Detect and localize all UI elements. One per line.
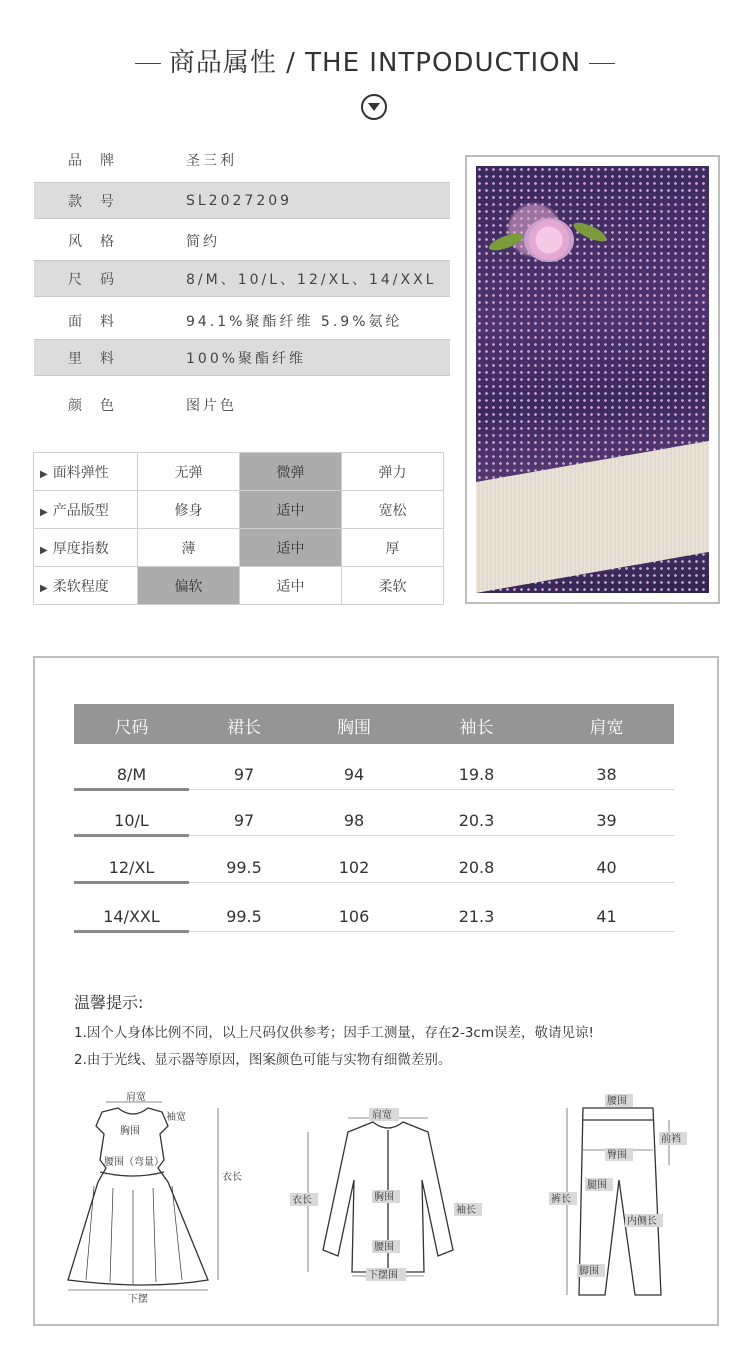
grade-row — [34, 567, 444, 605]
attribute-row — [34, 222, 450, 259]
size-table-header — [74, 704, 674, 744]
grade-option: 适中 — [240, 567, 342, 605]
shirt-hem-label: 下摆围 — [368, 1270, 398, 1281]
pants-front-rise-label: 前裆 — [661, 1134, 681, 1145]
grade-label — [34, 529, 138, 567]
pants-thigh-label: 腿围 — [587, 1180, 607, 1191]
pants-leg-opening-label: 脚围 — [579, 1266, 599, 1277]
attribute-value: 圣三利 — [186, 152, 237, 169]
attribute-value: SL2027209 — [186, 192, 293, 209]
header-length: 裙长 — [227, 718, 261, 738]
dress-hem-label: 下摆 — [128, 1294, 148, 1305]
fabric-image — [476, 166, 709, 593]
cell-length: 99.5 — [226, 907, 262, 926]
cell-chest: 102 — [338, 858, 370, 877]
grade-option: 薄 — [138, 529, 240, 567]
linen-background — [476, 441, 709, 593]
attribute-value: 8/M、10/L、12/XL、14/XXL — [186, 271, 437, 288]
tip-line-2: 2.由于光线、显示器等原因，图案颜色可能与实物有细微差别。 — [74, 1052, 452, 1068]
dress-length-label: 衣长 — [222, 1172, 242, 1183]
cell-chest: 94 — [343, 765, 365, 784]
shirt-length-label: 衣长 — [292, 1195, 312, 1206]
cell-sleeve: 20.8 — [458, 858, 495, 877]
grade-option-selected: 微弹 — [240, 453, 342, 491]
cell-sleeve: 19.8 — [458, 765, 495, 784]
attribute-row — [34, 386, 450, 423]
attribute-key: 面料 — [68, 313, 132, 330]
pants-length-label: 裤长 — [551, 1194, 571, 1205]
title-dash-right — [589, 63, 615, 64]
attribute-key: 里料 — [68, 350, 132, 367]
grade-option-selected: 偏软 — [138, 567, 240, 605]
grade-row — [34, 453, 444, 491]
embroidery-flower — [524, 218, 574, 262]
grade-row — [34, 529, 444, 567]
table-row — [74, 806, 674, 836]
row-underline — [74, 834, 189, 837]
attribute-row — [34, 141, 450, 178]
table-row — [74, 902, 674, 932]
grade-option-selected: 适中 — [240, 529, 342, 567]
grade-option-selected: 适中 — [240, 491, 342, 529]
attribute-value: 图片色 — [186, 397, 237, 414]
pants-waist-label: 腰围 — [607, 1096, 627, 1107]
table-row — [74, 853, 674, 883]
pants-measure-diagram — [545, 1090, 695, 1305]
grade-row — [34, 491, 444, 529]
cell-sleeve: 21.3 — [458, 907, 495, 926]
grade-option: 宽松 — [342, 491, 444, 529]
cell-shoulder: 38 — [596, 765, 617, 784]
cell-length: 97 — [233, 765, 255, 784]
dress-chest-label: 胸围 — [120, 1126, 140, 1137]
fabric-grade-table — [33, 452, 444, 605]
attribute-key: 品牌 — [68, 152, 132, 169]
row-underline — [74, 930, 189, 933]
cell-length: 99.5 — [226, 858, 262, 877]
dress-measure-diagram — [58, 1090, 242, 1305]
attribute-key: 颜色 — [68, 397, 132, 414]
title-dash-left — [135, 63, 161, 64]
attribute-key: 风格 — [68, 233, 132, 250]
attribute-value: 94.1%聚酯纤维 5.9%氨纶 — [186, 313, 403, 330]
grade-option: 无弹 — [138, 453, 240, 491]
attribute-key: 尺码 — [68, 271, 132, 288]
shirt-chest-label: 胸围 — [374, 1192, 394, 1203]
cell-size: 12/XL — [108, 858, 155, 877]
cell-size: 14/XXL — [103, 907, 160, 926]
triangle-right-icon: ▶ — [40, 582, 48, 594]
pants-inseam-label: 内侧长 — [627, 1216, 657, 1227]
cell-shoulder: 41 — [596, 907, 617, 926]
shirt-sleeve-label: 袖长 — [456, 1205, 476, 1216]
embroidery-leaf — [487, 230, 525, 254]
grade-label — [34, 491, 138, 529]
dress-sleeve-label: 袖宽 — [166, 1112, 186, 1123]
grade-option: 厚 — [342, 529, 444, 567]
cell-shoulder: 39 — [596, 811, 617, 830]
triangle-right-icon: ▶ — [40, 544, 48, 556]
section-title-text: 商品属性 / THE INTPODUCTION — [168, 48, 582, 78]
triangle-right-icon: ▶ — [40, 468, 48, 480]
grade-label-text: 面料弹性 — [52, 464, 109, 481]
table-row — [74, 760, 674, 790]
tip-line-1: 1.因个人身体比例不同，以上尺码仅供参考；因手工测量，存在2-3cm误差，敬请见谅! — [74, 1025, 594, 1041]
grade-label-text: 产品版型 — [52, 502, 109, 519]
attribute-row — [34, 339, 450, 376]
cell-size: 8/M — [116, 765, 147, 784]
grade-label-text: 厚度指数 — [52, 540, 109, 557]
attribute-value: 简约 — [186, 233, 220, 250]
shirt-measure-diagram — [288, 1100, 488, 1290]
shirt-waist-label: 腰围 — [374, 1242, 394, 1253]
embroidery-leaf — [571, 219, 609, 245]
attribute-row — [34, 260, 450, 297]
grade-label-text: 柔软程度 — [52, 578, 109, 595]
cell-size: 10/L — [114, 811, 149, 830]
header-shoulder: 肩宽 — [589, 718, 624, 738]
chevron-down-circle-icon — [361, 94, 387, 120]
grade-option: 柔软 — [342, 567, 444, 605]
header-sleeve: 袖长 — [459, 718, 494, 738]
row-underline — [74, 881, 189, 884]
header-size: 尺码 — [114, 718, 149, 738]
cell-chest: 98 — [343, 811, 365, 830]
grade-label — [34, 453, 138, 491]
attribute-row — [34, 302, 450, 339]
header-chest: 胸围 — [337, 718, 371, 738]
grade-option: 弹力 — [342, 453, 444, 491]
triangle-right-icon: ▶ — [40, 506, 48, 518]
pants-hip-label: 臀围 — [607, 1150, 627, 1161]
shirt-shoulder-label: 肩宽 — [372, 1110, 392, 1121]
cell-shoulder: 40 — [596, 858, 617, 877]
cell-length: 97 — [233, 811, 255, 830]
grade-label — [34, 567, 138, 605]
dress-shoulder-label: 肩宽 — [126, 1092, 146, 1103]
fabric-photo — [465, 155, 720, 604]
section-title — [0, 42, 750, 79]
cell-sleeve: 20.3 — [458, 811, 495, 830]
tips-title: 温馨提示: — [74, 993, 144, 1012]
cell-chest: 106 — [338, 907, 370, 926]
attribute-row — [34, 182, 450, 219]
attribute-value: 100%聚酯纤维 — [186, 350, 307, 367]
row-underline — [74, 788, 189, 791]
grade-option: 修身 — [138, 491, 240, 529]
attribute-key: 款号 — [68, 193, 132, 210]
dress-waist-label: 腰围（弯量） — [104, 1157, 164, 1168]
